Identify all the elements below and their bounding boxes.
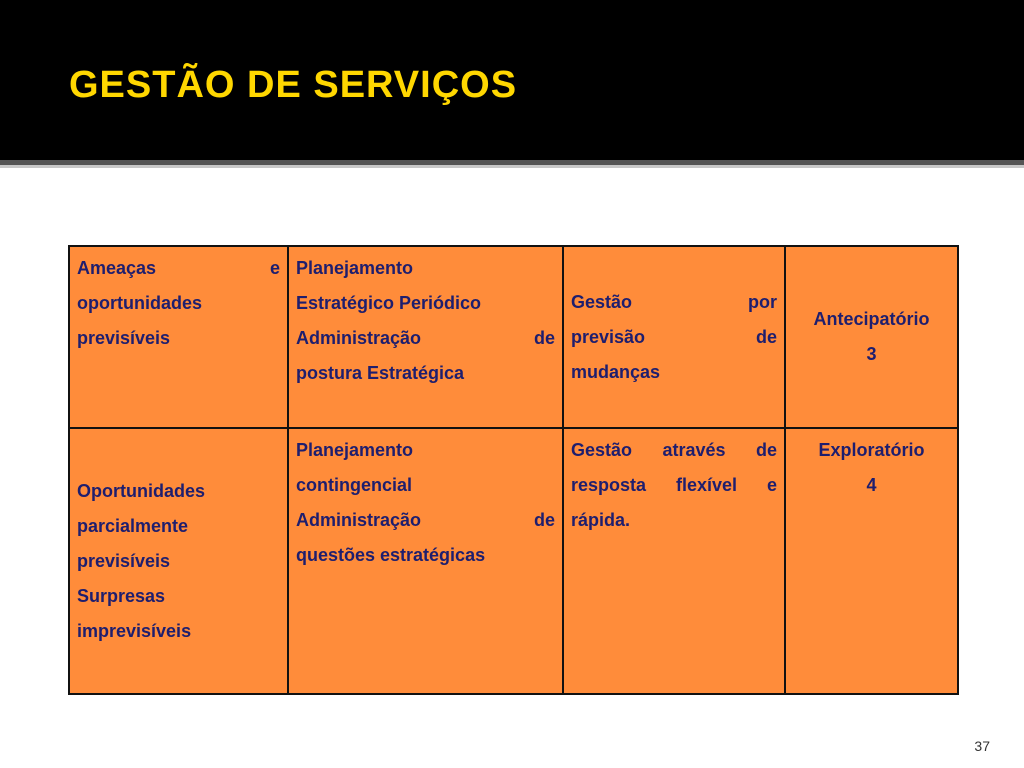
table-cell — [785, 246, 958, 428]
table-cell — [69, 246, 288, 428]
cell-text-line: postura Estratégica — [296, 363, 465, 383]
table-cell — [288, 428, 563, 694]
strategy-table — [68, 245, 959, 695]
cell-text-line: imprevisíveis — [77, 620, 192, 641]
table-cell — [563, 428, 785, 694]
table-cell — [69, 428, 288, 694]
cell-text-line: rápida. — [571, 510, 631, 530]
cell-text-line: Administração de — [296, 328, 555, 348]
slide-title: GESTÃO DE SERVIÇOS — [69, 64, 518, 106]
cell-text-line: Planejamento — [296, 440, 414, 460]
cell-text-line: Oportunidades — [77, 480, 206, 501]
table-cell — [563, 246, 785, 428]
cell-text-line: Administração de — [296, 510, 555, 530]
cell-text-line: mudanças — [571, 361, 661, 382]
table-cell — [288, 246, 563, 428]
cell-text-line: previsão de — [571, 326, 777, 347]
cell-text-line: Estratégico Periódico — [296, 293, 482, 313]
slide-header — [0, 0, 1024, 160]
page-number: 37 — [974, 738, 990, 754]
table-row — [69, 428, 958, 694]
cell-text-line: questões estratégicas — [296, 545, 486, 565]
cell-text-line: Antecipatório — [813, 309, 930, 329]
cell-text-line: oportunidades — [77, 293, 202, 313]
cell-text-line: Gestão por — [571, 291, 777, 312]
cell-text-line: parcialmente — [77, 515, 189, 536]
cell-text-line: previsíveis — [77, 550, 171, 571]
table-row — [69, 246, 958, 428]
cell-text-line: Gestão através de — [571, 440, 777, 460]
header-divider-shadow — [0, 165, 1024, 168]
cell-text-line: 3 — [866, 344, 877, 364]
cell-text-line: Surpresas — [77, 585, 166, 606]
table-cell — [785, 428, 958, 694]
cell-text-line: 4 — [866, 475, 877, 495]
cell-text-line: Planejamento — [296, 258, 414, 278]
cell-text-line: previsíveis — [77, 328, 171, 348]
strategy-table-body — [69, 246, 958, 694]
cell-text-line: Exploratório — [818, 440, 925, 460]
cell-text-line: resposta flexível e — [571, 475, 777, 495]
cell-text-line: Ameaças e — [77, 258, 280, 278]
cell-text-line: contingencial — [296, 475, 413, 495]
